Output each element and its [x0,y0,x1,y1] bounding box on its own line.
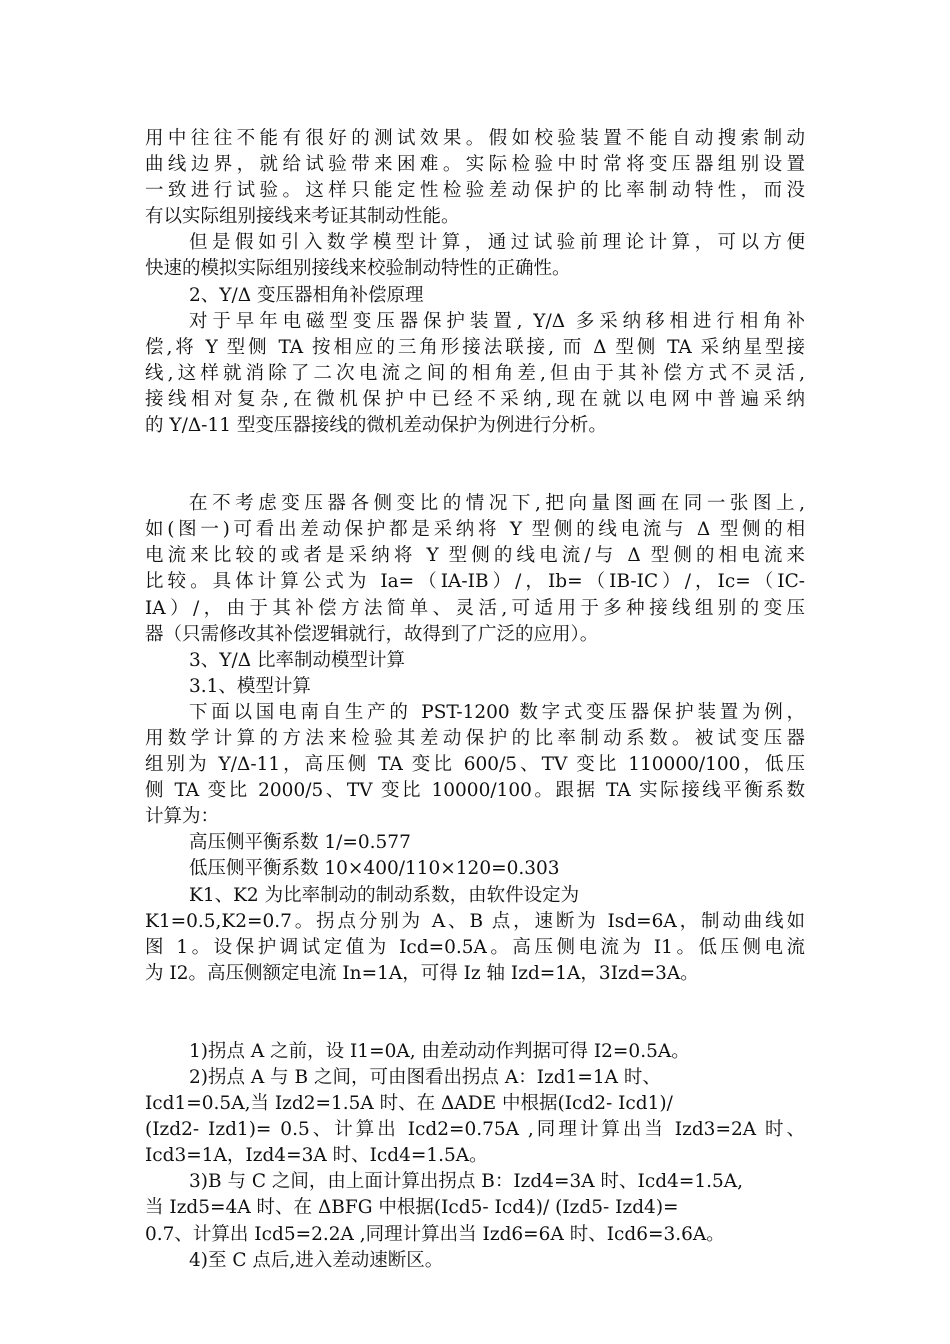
text-line: 高压侧平衡系数 1/=0.577 [189,832,411,854]
text-line: 1)拐点 A 之前，设 I1=0A, 由差动动作判据可得 I2=0.5A。 [189,1040,690,1062]
text-line: 计算为： [145,806,220,828]
text-line: (Izd2- Izd1)= 0.5、计算出 Icd2=0.75A ,同理计算出当 Izd3=2A 时、 [145,1119,805,1141]
text-line: 对于早年电磁型变压器保护装置, Y/Δ 多采纳移相进行相角补 [189,310,805,332]
text-line: 比较。具体计算公式为 Ia=（IA-IB）/，Ib=（IB-IC）/，Ic=（IC- [145,571,805,593]
text-line: 当 Izd5=4A 时、在 ΔBFG 中根据(Icd5- Icd4)/ (Izd5- Izd4)= [145,1197,679,1219]
text-line: 3.1、模型计算 [189,675,311,697]
text-line: K1=0.5,K2=0.7。拐点分别为 A、B 点，速断为 Isd=6A，制动曲线如 [145,910,805,932]
text-line: 0.7、计算出 Icd5=2.2A ,同理计算出当 Izd6=6A 时、Icd6=3.6A。 [145,1223,725,1245]
text-line: 2、Y/Δ 变压器相角补偿原理 [189,284,424,306]
text-line: 3)B 与 C 之间，由上面计算出拐点 B：Izd4=3A 时、Icd4=1.5A, [189,1171,743,1193]
text-line: 用中往往不能有很好的测试效果。假如校验装置不能自动搜索制动 [145,128,805,149]
figure-gap [145,987,805,1039]
text-line: 2)拐点 A 与 B 之间，可由图看出拐点 A：Izd1=1A 时、 [189,1067,661,1088]
text-line: 如(图一)可看出差动保护都是采纳将 Y 型侧的线电流与 Δ 型侧的相 [145,519,805,541]
paragraph-block-model [145,491,805,987]
text-line: 下面以国电南自生产的 PST-1200 数字式变压器保护装置为例， [189,701,805,723]
text-line: 快速的模拟实际组别接线来校验制动特性的正确性。 [145,258,571,280]
text-line: 但是假如引入数学模型计算，通过试验前理论计算，可以方便 [189,232,805,254]
text-line: 有以实际组别接线来考证其制动性能。 [145,206,460,228]
document-page [145,126,805,1274]
text-line: K1、K2 为比率制动的制动系数，由软件设定为 [189,884,580,906]
text-line: 3、Y/Δ 比率制动模型计算 [189,649,405,671]
text-line: 电流来比较的或者是采纳将 Y 型侧的线电流/与 Δ 型侧的相电流来 [145,545,805,567]
text-line: 偿,将 Y 型侧 TA 按相应的三角形接法联接, 而 Δ 型侧 TA 采纳星型接 [145,336,805,358]
text-line: 组别为 Y/Δ-11，高压侧 TA 变比 600/5、TV 变比 110000/100，低压 [145,754,805,776]
text-line: 器（只需修改其补偿逻辑就行，故得到了广泛的应用）。 [145,623,599,645]
paragraph-block-compensation [145,126,805,439]
paragraph-block-calculation [145,1039,805,1274]
text-line: 用数学计算的方法来检验其差动保护的比率制动系数。被试变压器 [145,727,805,749]
text-line: 为 I2。高压侧额定电流 In=1A，可得 Iz 轴 Izd=1A，3Izd=3A。 [145,962,699,984]
figure-gap [145,439,805,491]
text-line: Icd3=1A，Izd4=3A 时、Icd4=1.5A。 [145,1145,488,1167]
text-line: 曲线边界，就给试验带来困难。实际检验中时常将变压器组别设置 [145,154,805,176]
text-line: 线,这样就消除了二次电流之间的相角差,但由于其补偿方式不灵活, [145,362,805,384]
text-line: IA）/，由于其补偿方法简单、灵活,可适用于多种接线组别的变压 [145,597,805,619]
text-line: 低压侧平衡系数 10×400/110×120=0.303 [189,858,560,880]
text-line: Icd1=0.5A,当 Izd2=1.5A 时、在 ΔADE 中根据(Icd2- Icd1)/ [145,1093,673,1115]
text-line: 接线相对复杂,在微机保护中已经不采纳,现在就以电网中普遍采纳 [145,388,805,410]
text-line: 侧 TA 变比 2000/5、TV 变比 10000/100。跟据 TA 实际接线平衡系数 [145,780,805,802]
text-line: 4)至 C 点后,进入差动速断区。 [189,1249,444,1271]
text-line: 在不考虑变压器各侧变比的情况下,把向量图画在同一张图上, [189,493,805,515]
text-line: 图 1。设保护调试定值为 Icd=0.5A。高压侧电流为 I1。低压侧电流 [145,936,805,958]
text-line: 的 Y/Δ-11 型变压器接线的微机差动保护为例进行分析。 [145,415,607,437]
text-line: 一致进行试验。这样只能定性检验差动保护的比率制动特性，而没 [145,180,805,202]
